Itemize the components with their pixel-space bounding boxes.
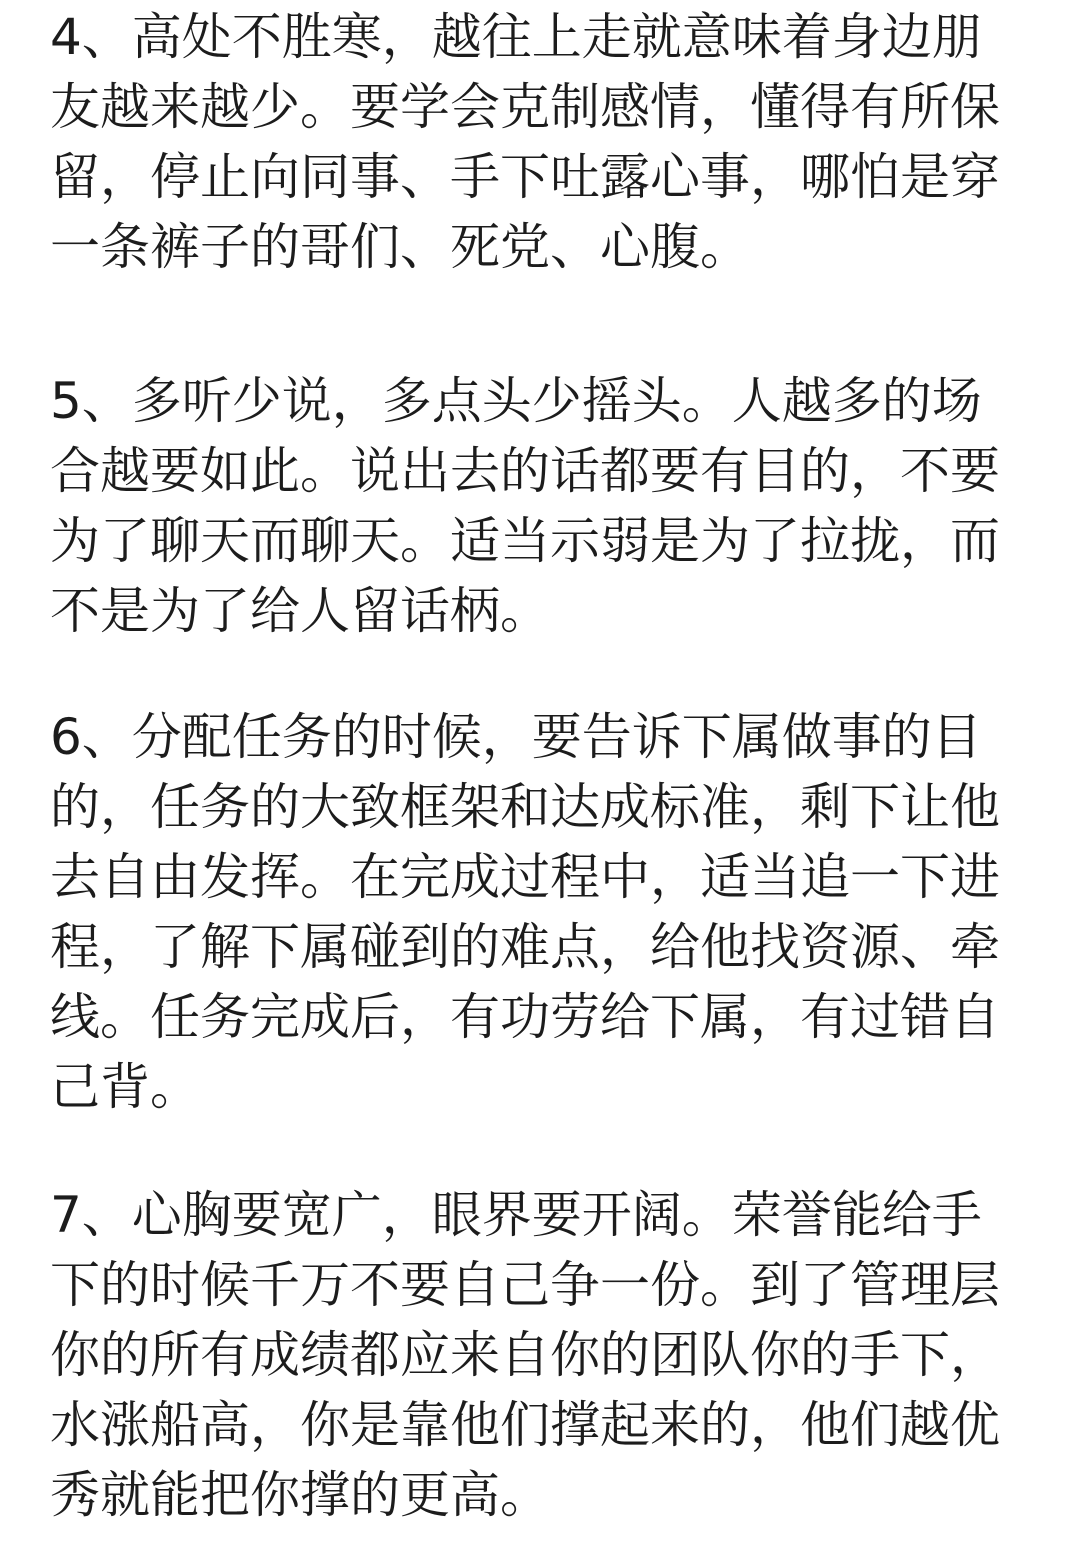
text-line: 程，了解下属碰到的难点，给他找资源、牵 xyxy=(50,918,1000,976)
paragraph-7 xyxy=(50,1180,1022,1530)
text-line: 不是为了给人留话柄。 xyxy=(50,582,550,640)
text-line: 去自由发挥。在完成过程中，适当追一下进 xyxy=(50,848,1000,906)
text-line: 合越要如此。说出去的话都要有目的，不要 xyxy=(50,442,1000,500)
paragraph-4 xyxy=(50,2,1022,282)
text-line: 友越来越少。要学会克制感情，懂得有所保 xyxy=(50,78,1000,136)
text-line: 6、分配任务的时候，要告诉下属做事的目 xyxy=(50,708,982,766)
paragraph-5 xyxy=(50,366,1022,646)
text-line: 7、心胸要宽广，眼界要开阔。荣誉能给手 xyxy=(50,1186,982,1244)
text-line: 的，任务的大致框架和达成标准，剩下让他 xyxy=(50,778,1000,836)
text-line: 下的时候千万不要自己争一份。到了管理层 xyxy=(50,1256,1000,1314)
text-line: 己背。 xyxy=(50,1058,200,1116)
text-line: 线。任务完成后，有功劳给下属，有过错自 xyxy=(50,988,1000,1046)
text-line: 留，停止向同事、手下吐露心事，哪怕是穿 xyxy=(50,148,1000,206)
paragraph-6 xyxy=(50,702,1022,1122)
text-line: 一条裤子的哥们、死党、心腹。 xyxy=(50,218,750,276)
text-line: 5、多听少说，多点头少摇头。人越多的场 xyxy=(50,372,982,430)
text-line: 水涨船高，你是靠他们撑起来的，他们越优 xyxy=(50,1396,1000,1454)
text-line: 为了聊天而聊天。适当示弱是为了拉拢，而 xyxy=(50,512,1000,570)
text-line: 你的所有成绩都应来自你的团队你的手下， xyxy=(50,1326,1000,1384)
text-line: 4、高处不胜寒，越往上走就意味着身边朋 xyxy=(50,8,982,66)
text-line: 秀就能把你撑的更高。 xyxy=(50,1466,550,1524)
